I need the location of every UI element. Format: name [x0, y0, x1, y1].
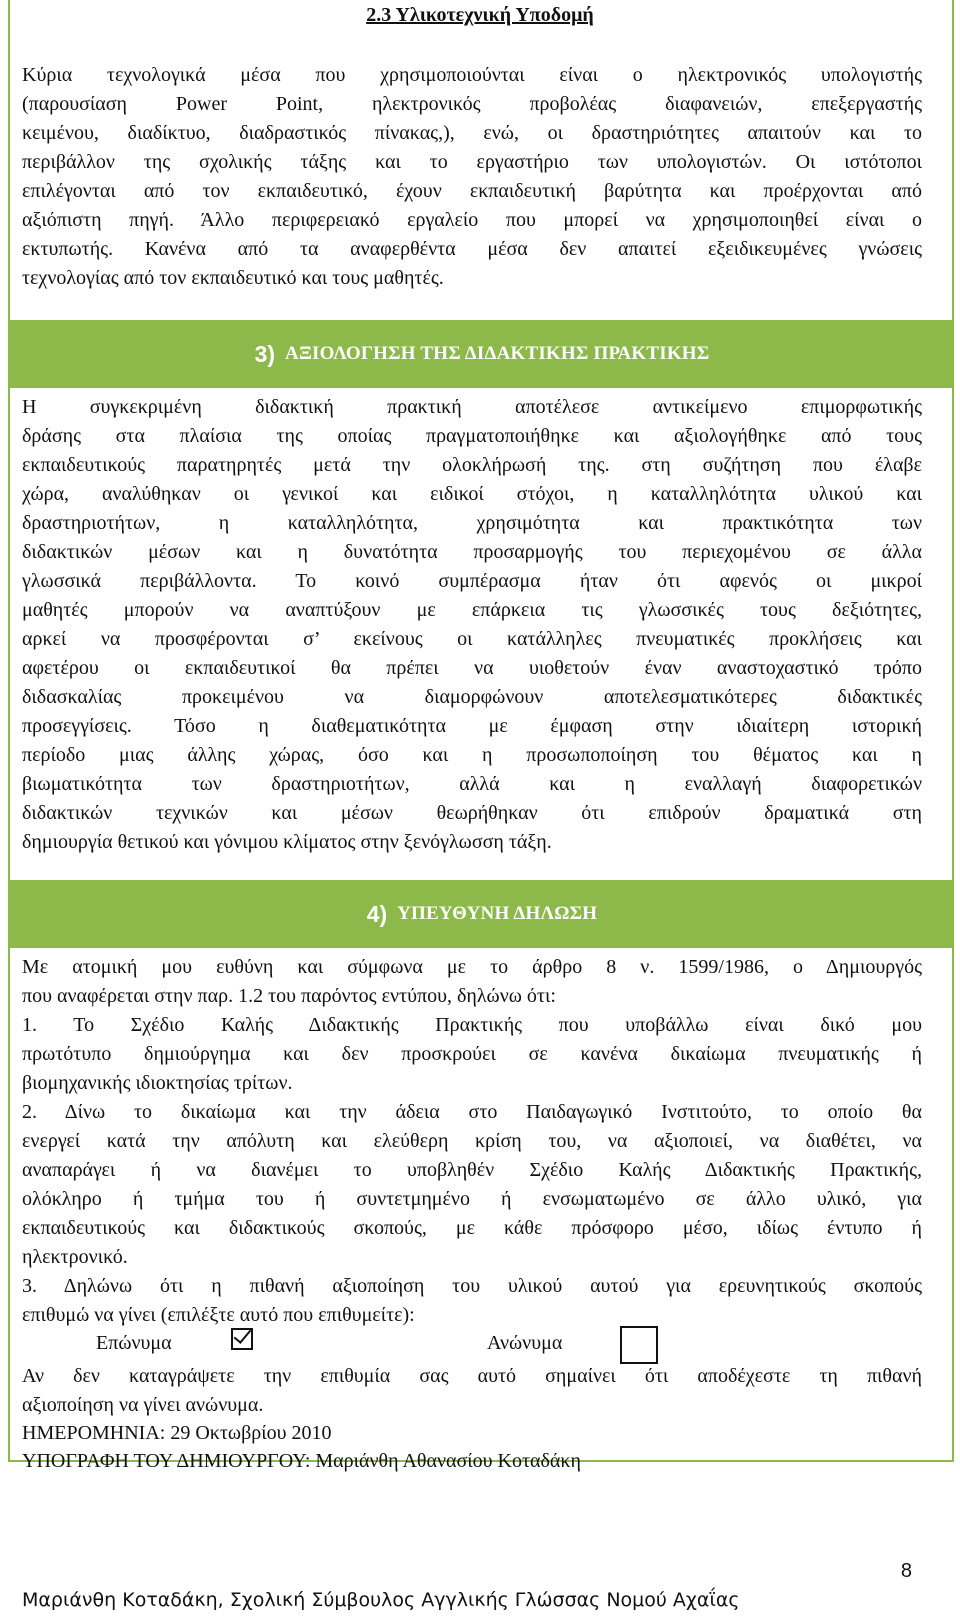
paragraph-line: 3. Δηλώνω ότι η πιθανή αξιοποίηση του υλικού αυτού για ερευνητικούς σκοπούς [22, 1275, 922, 1297]
page-footer: Μαριάνθη Κοταδάκη, Σχολική Σύμβουλος Αγγλικής Γλώσσας Νομού Αχαΐας [22, 1589, 740, 1611]
paragraph-line: χώρα, αναλύθηκαν οι γενικοί και ειδικοί στόχοι, η καταλληλότητα υλικού και [22, 483, 922, 505]
paragraph-line: τεχνολογίας από τον εκπαιδευτικό και τους μαθητές. [22, 267, 444, 289]
paragraph-line: γλωσσικά περιβάλλοντα. Το κοινό συμπέρασμα ήταν ότι αφενός οι μικροί [22, 570, 922, 592]
paragraph-line: βιομηχανικής ιδιοκτησίας τρίτων. [22, 1072, 293, 1094]
named-option-checkbox[interactable] [231, 1328, 253, 1350]
paragraph-line: δραστηριοτήτων, η καταλληλότητα, χρησιμότητα και πρακτικότητα των [22, 512, 922, 534]
paragraph-line: αναπαράγει ή να διανέμει το υποβληθέν Σχέδιο Καλής Διδακτικής Πρακτικής, [22, 1159, 922, 1181]
paragraph-line: προσεγγίσεις. Τόσο η διαθεματικότητα με έμφαση στην ιδιαίτερη ιστορική [22, 715, 922, 737]
paragraph-line: (παρουσίαση Power Point, ηλεκτρονικός προβολέας διαφανειών, επεξεργαστής [22, 93, 922, 115]
paragraph-line: περιβάλλον της σχολικής τάξης και το εργαστήριο των υπολογιστών. Οι ιστότοποι [22, 151, 922, 173]
paragraph-line: μαθητές μπορούν να αναπτύξουν με επάρκεια τις γλωσσικές τους δεξιότητες, [22, 599, 922, 621]
paragraph-line: εκτυπωτής. Κανένα από τα αναφερθέντα μέσα δεν απαιτεί εξειδικευμένες γνώσεις [22, 238, 922, 260]
paragraph-line: περίοδο μιας άλλης χώρας, όσο και η προσωποποίηση του θέματος και η [22, 744, 922, 766]
paragraph-line: πρωτότυπο δημιούργημα και δεν προσκρούει σε κανένα δικαίωμα πνευματικής ή [22, 1043, 922, 1065]
section-4-note [22, 1362, 922, 1420]
section-3-header [10, 320, 954, 388]
paragraph-line: εκπαιδευτικούς παρατηρητές μετά την ολοκλήρωσή της. στη συζήτηση που έλαβε [22, 454, 922, 476]
paragraph-line: 1. Το Σχέδιο Καλής Διδακτικής Πρακτικής που υποβάλλω είναι δικό μου [22, 1014, 922, 1036]
paragraph-line: αρκεί να προσφέρονται σ’ εκείνους οι κατάλληλες πνευματικές προκλήσεις και [22, 628, 922, 650]
signature-line: ΥΠΟΓΡΑΦΗ ΤΟΥ ΔΗΜΙΟΥΡΓΟΥ: Μαριάνθη Αθανασίου Κοταδάκη [22, 1450, 581, 1472]
paragraph-line: ενεργεί κατά την απόλυτη και ελεύθερη κρίση του, να αξιοποιεί, να διαθέτει, να [22, 1130, 922, 1152]
section-2-3-paragraph [22, 61, 922, 293]
paragraph-line: κειμένου, διαδίκτυο, διαδραστικός πίνακας,), ενώ, οι δραστηριότητες απαιτούν και το [22, 122, 922, 144]
paragraph-line: αφετέρου οι εκπαιδευτικοί θα πρέπει να υιοθετούν έναν αναστοχαστικό τρόπο [22, 657, 922, 679]
paragraph-line: διδασκαλίας προκειμένου να διαμορφώνουν αποτελεσματικότερες διδακτικές [22, 686, 922, 708]
anonymous-option-checkbox[interactable] [620, 1326, 658, 1364]
section-4-paragraph [22, 953, 922, 1330]
paragraph-line: αξιόπιστη πηγή. Άλλο περιφερειακό εργαλείο που μπορεί να χρησιμοποιηθεί είναι ο [22, 209, 922, 231]
paragraph-line: Κύρια τεχνολογικά μέσα που χρησιμοποιούνται είναι ο ηλεκτρονικός υπολογιστής [22, 64, 922, 86]
date-line: ΗΜΕΡΟΜΗΝΙΑ: 29 Οκτωβρίου 2010 [22, 1422, 332, 1444]
paragraph-line: Η συγκεκριμένη διδακτική πρακτική αποτέλεσε αντικείμενο επιμορφωτικής [22, 396, 922, 418]
publication-choice-row [22, 1326, 922, 1362]
section-4-header [10, 880, 954, 948]
paragraph-line: που αναφέρεται στην παρ. 1.2 του παρόντος εντύπου, δηλώνω ότι: [22, 985, 556, 1007]
paragraph-line: δημιουργία θετικού και γόνιμου κλίματος στην ξενόγλωσση τάξη. [22, 831, 552, 853]
section-4-number: 4) [366, 900, 388, 927]
section-3-number: 3) [254, 340, 276, 367]
paragraph-line: διδακτικών τεχνικών και μέσων θεωρήθηκαν ότι επιδρούν δραματικά στη [22, 802, 922, 824]
paragraph-line: δράσης στα πλαίσια της οποίας πραγματοποιήθηκε και αξιολογήθηκε από τους [22, 425, 922, 447]
paragraph-line: διδακτικών μέσων και η δυνατότητα προσαρμογής του περιεχομένου σε άλλα [22, 541, 922, 563]
section-3-title: ΑΞΙΟΛΟΓΗΣΗ ΤΗΣ ΔΙΔΑΚΤΙΚΗΣ ΠΡΑΚΤΙΚΗΣ [285, 343, 710, 364]
paragraph-line: επιθυμώ να γίνει (επιλέξτε αυτό που επιθυμείτε): [22, 1304, 415, 1326]
paragraph-line: ολόκληρο ή τμήμα του ή συντετμημένο ή ενσωματωμένο σε άλλο υλικό, για [22, 1188, 922, 1210]
page-number: 8 [900, 1560, 912, 1582]
paragraph-line: Με ατομική μου ευθύνη και σύμφωνα με το άρθρο 8 ν. 1599/1986, ο Δημιουργός [22, 956, 922, 978]
section-2-3-title: 2.3 Υλικοτεχνική Υποδομή [366, 4, 594, 26]
paragraph-line: εκπαιδευτικούς και διδακτικούς σκοπούς, με κάθε πρόσφορο μέσο, ιδίως έντυπο ή [22, 1217, 922, 1239]
paragraph-line: ηλεκτρονικό. [22, 1246, 128, 1268]
section-4-title: ΥΠΕΥΘΥΝΗ ΔΗΛΩΣΗ [397, 903, 598, 924]
anonymous-option-label: Ανώνυμα [487, 1332, 563, 1354]
paragraph-line: αξιοποίηση να γίνει ανώνυμα. [22, 1394, 264, 1416]
paragraph-line: 2. Δίνω το δικαίωμα και την άδεια στο Παιδαγωγικό Ινστιτούτο, το οποίο θα [22, 1101, 922, 1123]
paragraph-line: Αν δεν καταγράψετε την επιθυμία σας αυτό σημαίνει ότι αποδέχεστε τη πιθανή [22, 1365, 922, 1387]
section-3-paragraph [22, 393, 922, 857]
named-option-label: Επώνυμα [96, 1332, 172, 1354]
paragraph-line: επιλέγονται από τον εκπαιδευτικό, έχουν εκπαιδευτική βαρύτητα και προέρχονται από [22, 180, 922, 202]
paragraph-line: βιωματικότητα των δραστηριοτήτων, αλλά και η εναλλαγή διαφορετικών [22, 773, 922, 795]
